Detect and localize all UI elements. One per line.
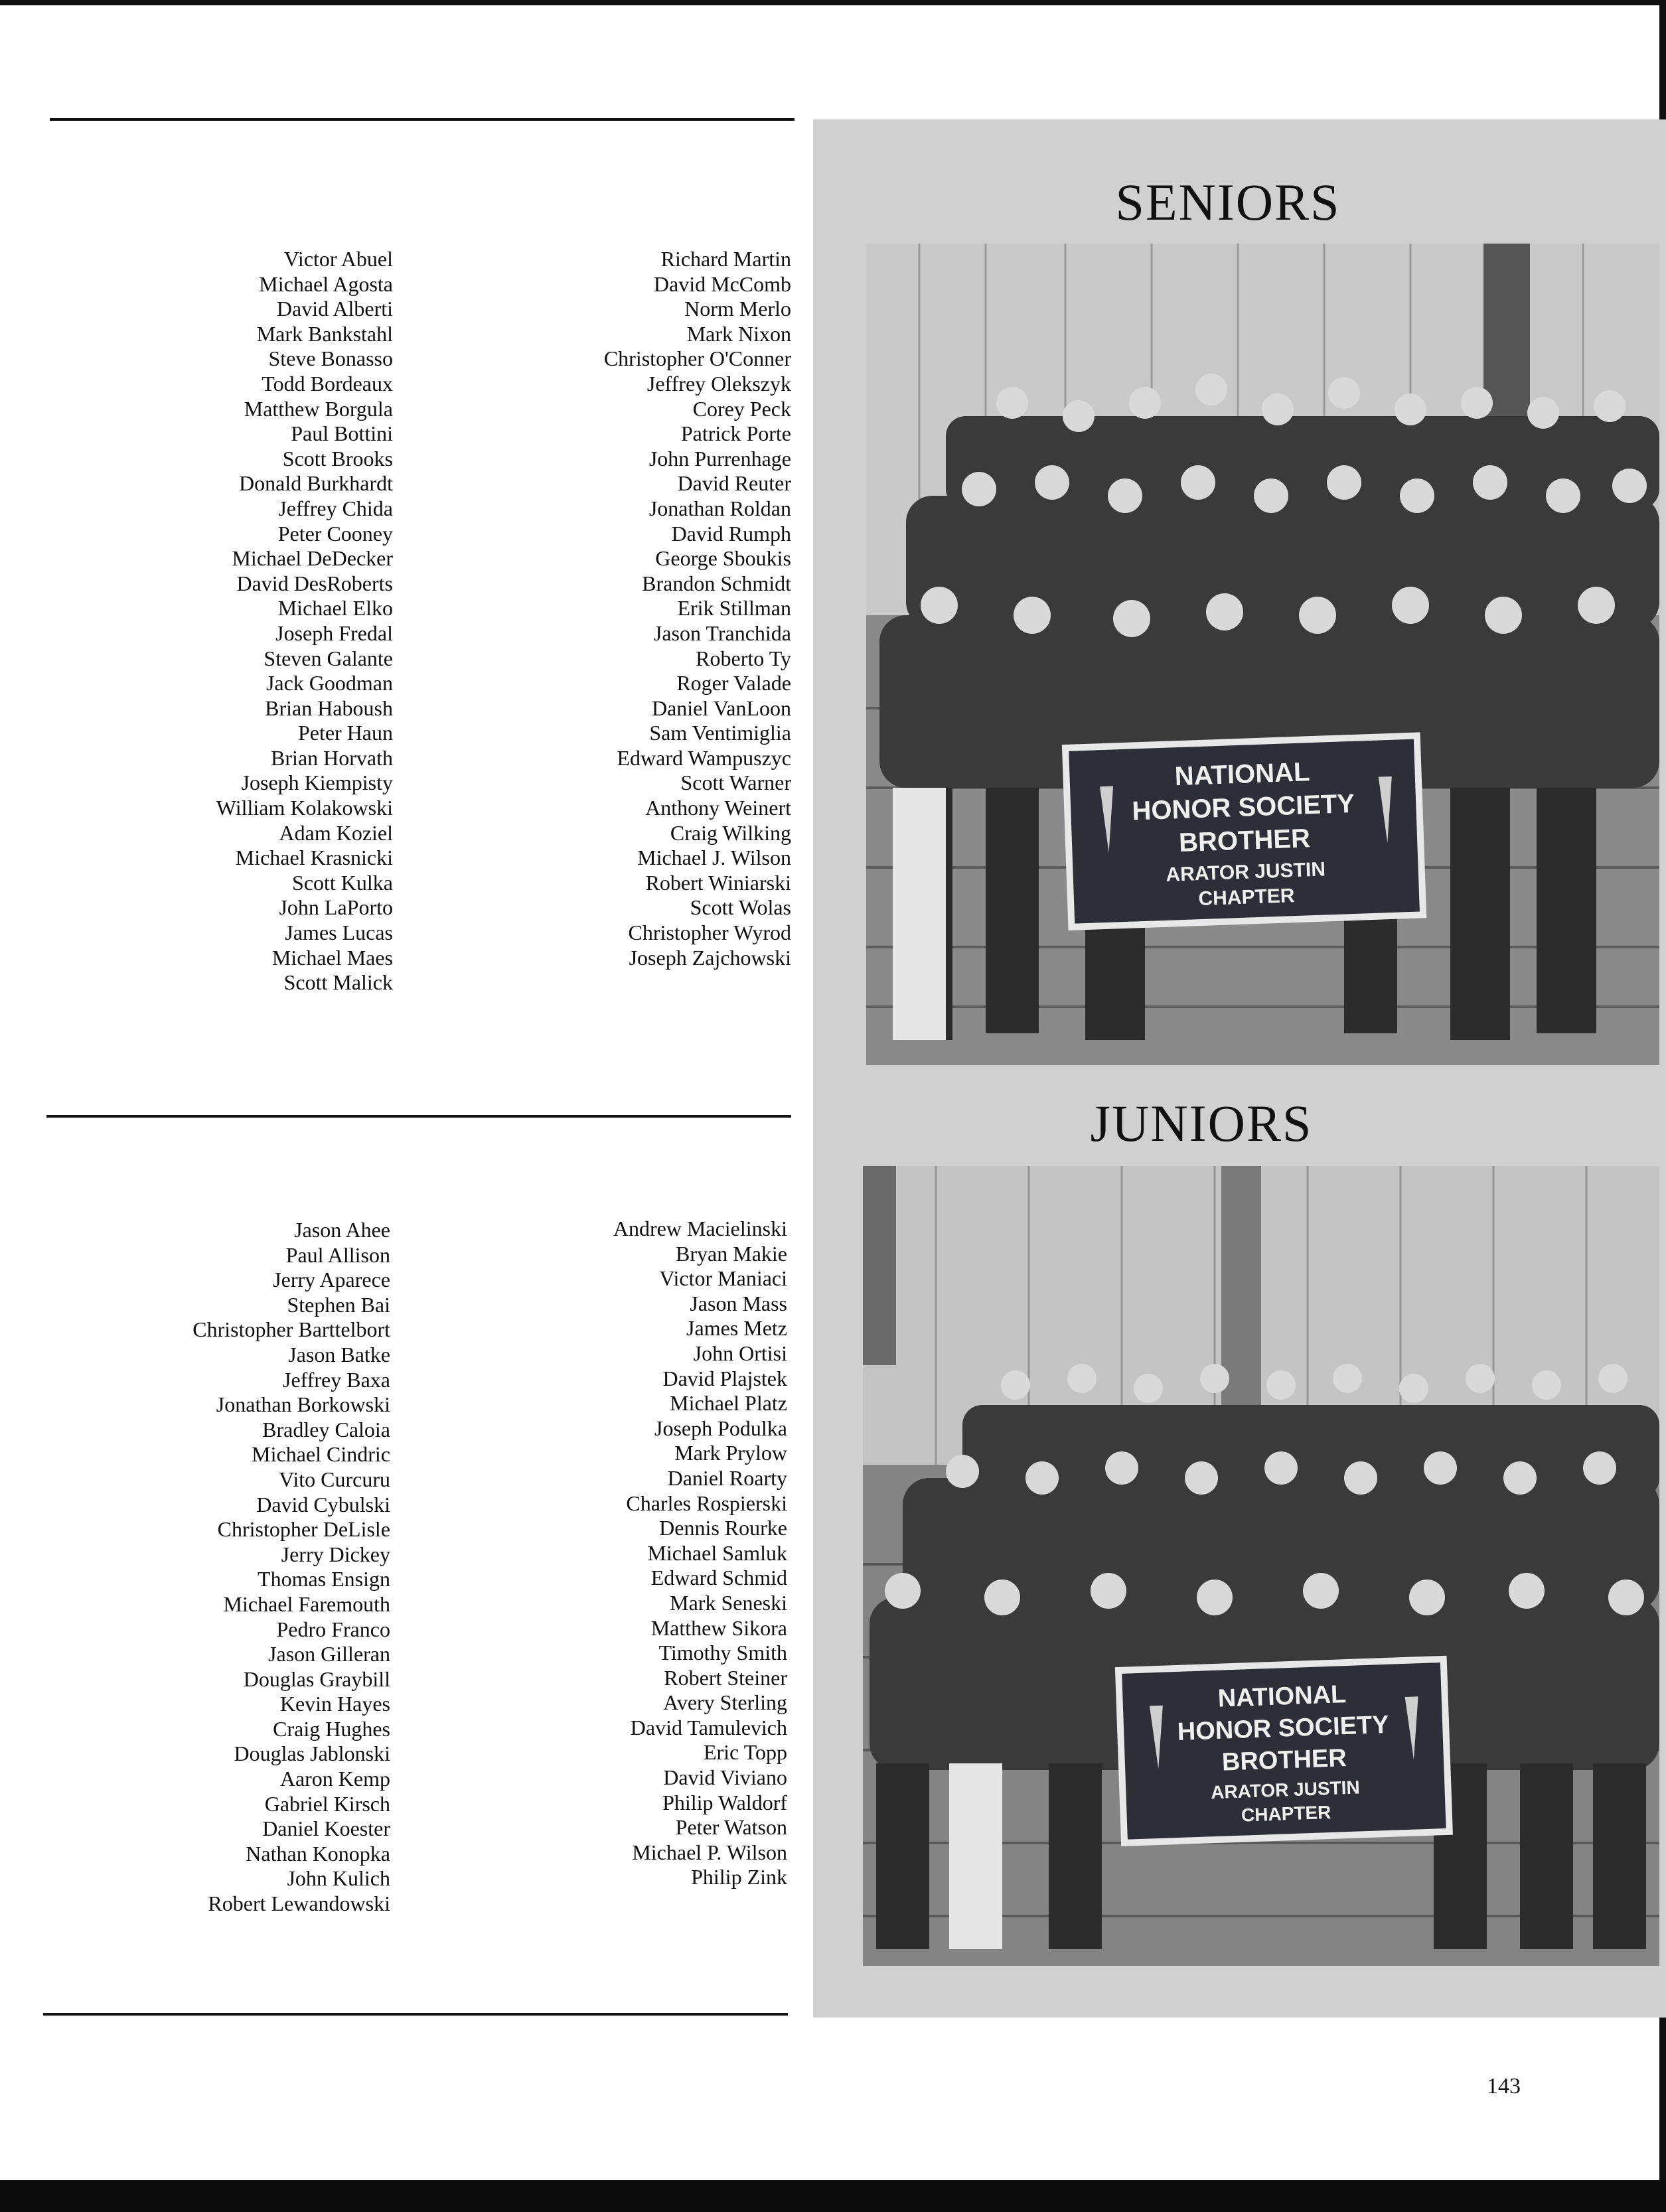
page-number: 143 <box>1487 2074 1521 2099</box>
name-entry: Jason Batke <box>288 1342 390 1366</box>
name-entry: Michael Maes <box>271 945 393 970</box>
name-entry: Victor Maniaci <box>659 1266 787 1291</box>
name-entry: Jeffrey Olekszyk <box>646 371 791 396</box>
juniors-group-photo <box>863 1166 1659 1966</box>
name-entry: John LaPorto <box>279 895 393 920</box>
juniors-names-left <box>192 1218 390 1917</box>
name-entry: Scott Brooks <box>282 446 393 471</box>
name-entry: Jerry Aparece <box>273 1268 390 1292</box>
name-entry: Scott Malick <box>283 970 393 995</box>
name-entry: John Purrenhage <box>648 446 791 471</box>
name-entry: Michael Samluk <box>647 1540 787 1565</box>
name-entry: Scott Kulka <box>292 870 393 895</box>
page-bottom-band <box>0 2180 1666 2212</box>
name-entry: Nathan Konopka <box>246 1841 390 1866</box>
name-entry: Vito Curcuru <box>279 1467 390 1491</box>
name-entry: Michael Platz <box>670 1391 787 1416</box>
name-entry: Daniel Koester <box>262 1816 390 1841</box>
name-entry: Peter Cooney <box>277 521 393 546</box>
seniors-names-left <box>216 247 393 995</box>
name-entry: Avery Sterling <box>663 1690 787 1715</box>
name-entry: Christopher DeLisle <box>217 1517 390 1542</box>
svg-text:BROTHER: BROTHER <box>1221 1744 1347 1777</box>
rule-bottom <box>43 2013 788 2016</box>
name-entry: Jonathan Roldan <box>648 496 791 520</box>
name-entry: Donald Burkhardt <box>239 471 393 496</box>
name-entry: Jeffrey Chida <box>278 496 393 520</box>
name-entry: David Tamulevich <box>630 1715 787 1739</box>
rule-middle <box>46 1115 791 1118</box>
name-entry: Edward Schmid <box>650 1566 787 1590</box>
name-entry: Jason Gilleran <box>268 1642 390 1666</box>
name-entry: Joseph Fredal <box>275 621 393 645</box>
name-entry: Michael Faremouth <box>223 1591 390 1616</box>
name-entry: Brian Horvath <box>271 745 393 770</box>
name-entry: Charles Rospierski <box>626 1491 787 1515</box>
svg-text:NATIONAL: NATIONAL <box>1174 757 1311 792</box>
name-entry: Jason Tranchida <box>653 621 791 645</box>
name-entry: Robert Lewandowski <box>208 1891 390 1916</box>
name-entry: Scott Wolas <box>690 895 791 920</box>
name-entry: Paul Bottini <box>291 421 393 446</box>
name-entry: Andrew Macielinski <box>613 1217 787 1240</box>
name-entry: Michael DeDecker <box>232 546 393 571</box>
juniors-names-right <box>613 1217 787 1890</box>
name-entry: Craig Hughes <box>273 1716 390 1741</box>
name-entry: Mark Bankstahl <box>256 321 393 346</box>
name-entry: Michael Agosta <box>259 271 393 296</box>
name-entry: Brandon Schmidt <box>642 571 791 595</box>
name-entry: Matthew Borgula <box>244 396 393 421</box>
name-entry: Douglas Graybill <box>243 1666 390 1691</box>
name-entry: Todd Bordeaux <box>262 371 393 396</box>
name-entry: James Lucas <box>285 921 393 945</box>
name-entry: David Viviano <box>663 1765 787 1790</box>
svg-text:HONOR SOCIETY: HONOR SOCIETY <box>1131 788 1355 826</box>
name-entry: Patrick Porte <box>680 421 791 446</box>
svg-text:ARATOR JUSTIN: ARATOR JUSTIN <box>1210 1777 1361 1803</box>
name-entry: David McComb <box>653 271 791 296</box>
name-entry: John Ortisi <box>693 1341 787 1365</box>
seniors-banner <box>1065 736 1423 927</box>
name-entry: David Cybulski <box>256 1492 390 1516</box>
name-entry: Aaron Kemp <box>279 1767 390 1791</box>
name-entry: David Reuter <box>677 471 791 496</box>
name-entry: Robert Steiner <box>664 1665 787 1690</box>
name-entry: Christopher Wyrod <box>628 921 791 945</box>
name-entry: Sam Ventimiglia <box>649 721 791 745</box>
svg-text:CHAPTER: CHAPTER <box>1241 1801 1331 1826</box>
name-entry: Michael P. Wilson <box>632 1840 787 1864</box>
name-entry: Steven Galante <box>264 646 393 670</box>
name-entry: Adam Koziel <box>279 820 393 845</box>
name-entry: Stephen Bai <box>287 1292 390 1317</box>
name-entry: James Metz <box>686 1316 787 1341</box>
rule-top <box>50 118 795 121</box>
name-entry: Roger Valade <box>676 671 791 696</box>
svg-text:HONOR SOCIETY: HONOR SOCIETY <box>1177 1710 1390 1746</box>
name-entry: Daniel Roarty <box>667 1465 787 1490</box>
name-entry: Peter Haun <box>297 721 393 745</box>
name-entry: Matthew Sikora <box>650 1615 787 1640</box>
seniors-group-photo <box>866 244 1659 1065</box>
name-entry: Mark Seneski <box>670 1590 787 1615</box>
name-entry: Robert Winiarski <box>645 870 791 895</box>
name-entry: Mark Prylow <box>674 1441 787 1465</box>
name-entry: William Kolakowski <box>216 796 393 820</box>
name-entry: Philip Waldorf <box>662 1790 787 1814</box>
seniors-names-right <box>604 247 791 970</box>
name-entry: Mark Nixon <box>686 321 791 346</box>
name-entry: David Plajstek <box>662 1366 787 1390</box>
name-entry: Christopher Barttelbort <box>192 1317 390 1342</box>
name-entry: Joseph Zajchowski <box>629 945 791 970</box>
name-entry: Richard Martin <box>660 247 791 271</box>
name-entry: Jerry Dickey <box>281 1542 390 1566</box>
seniors-heading: SENIORS <box>1115 173 1341 231</box>
name-entry: David Rumph <box>671 521 791 546</box>
name-entry: Scott Warner <box>680 771 791 795</box>
svg-text:NATIONAL: NATIONAL <box>1217 1680 1347 1713</box>
name-entry: Kevin Hayes <box>279 1692 390 1716</box>
name-entry: David DesRoberts <box>236 571 393 595</box>
svg-text:ARATOR JUSTIN: ARATOR JUSTIN <box>1165 858 1326 886</box>
name-entry: Craig Wilking <box>670 820 791 845</box>
juniors-heading: JUNIORS <box>1090 1094 1313 1152</box>
svg-text:CHAPTER: CHAPTER <box>1197 885 1296 911</box>
juniors-banner <box>1118 1659 1450 1843</box>
name-entry: Daniel VanLoon <box>651 696 791 720</box>
name-entry: Paul Allison <box>285 1242 390 1267</box>
name-entry: Christopher O'Conner <box>603 346 791 371</box>
name-entry: Edward Wampuszyc <box>617 745 791 770</box>
name-entry: Philip Zink <box>691 1865 787 1889</box>
name-entry: Bradley Caloia <box>262 1417 390 1441</box>
name-entry: Jason Ahee <box>294 1218 390 1242</box>
name-entry: Timothy Smith <box>658 1641 787 1665</box>
name-entry: Peter Watson <box>675 1815 787 1840</box>
name-entry: Michael Elko <box>277 596 393 621</box>
name-entry: Steve Bonasso <box>268 346 393 371</box>
name-entry: Michael J. Wilson <box>637 846 791 870</box>
name-entry: Roberto Ty <box>696 646 791 670</box>
name-entry: Douglas Jablonski <box>234 1741 390 1766</box>
name-entry: Jeffrey Baxa <box>283 1367 390 1392</box>
name-entry: David Alberti <box>276 297 393 321</box>
name-entry: Joseph Kiempisty <box>241 771 393 795</box>
name-entry: Anthony Weinert <box>645 796 791 820</box>
name-entry: Eric Topp <box>703 1740 787 1765</box>
name-entry: Thomas Ensign <box>258 1567 390 1591</box>
name-entry: Dennis Rourke <box>659 1516 787 1540</box>
name-entry: Norm Merlo <box>684 297 791 321</box>
name-entry: Erik Stillman <box>677 596 791 621</box>
name-entry: Brian Haboush <box>265 696 393 720</box>
name-entry: Victor Abuel <box>283 247 393 271</box>
name-entry: Jason Mass <box>690 1291 787 1315</box>
name-entry: Pedro Franco <box>276 1617 390 1641</box>
name-entry: Michael Krasnicki <box>235 846 393 870</box>
name-entry: Jonathan Borkowski <box>216 1392 390 1417</box>
name-entry: Joseph Podulka <box>654 1416 787 1440</box>
name-entry: George Sboukis <box>655 546 791 571</box>
page-top-edge <box>0 0 1666 5</box>
name-entry: Jack Goodman <box>265 671 393 696</box>
name-entry: Gabriel Kirsch <box>264 1791 390 1816</box>
svg-text:BROTHER: BROTHER <box>1178 824 1311 858</box>
name-entry: John Kulich <box>287 1866 390 1891</box>
name-entry: Corey Peck <box>692 396 791 421</box>
name-entry: Bryan Makie <box>676 1241 787 1266</box>
name-entry: Michael Cindric <box>252 1442 390 1467</box>
